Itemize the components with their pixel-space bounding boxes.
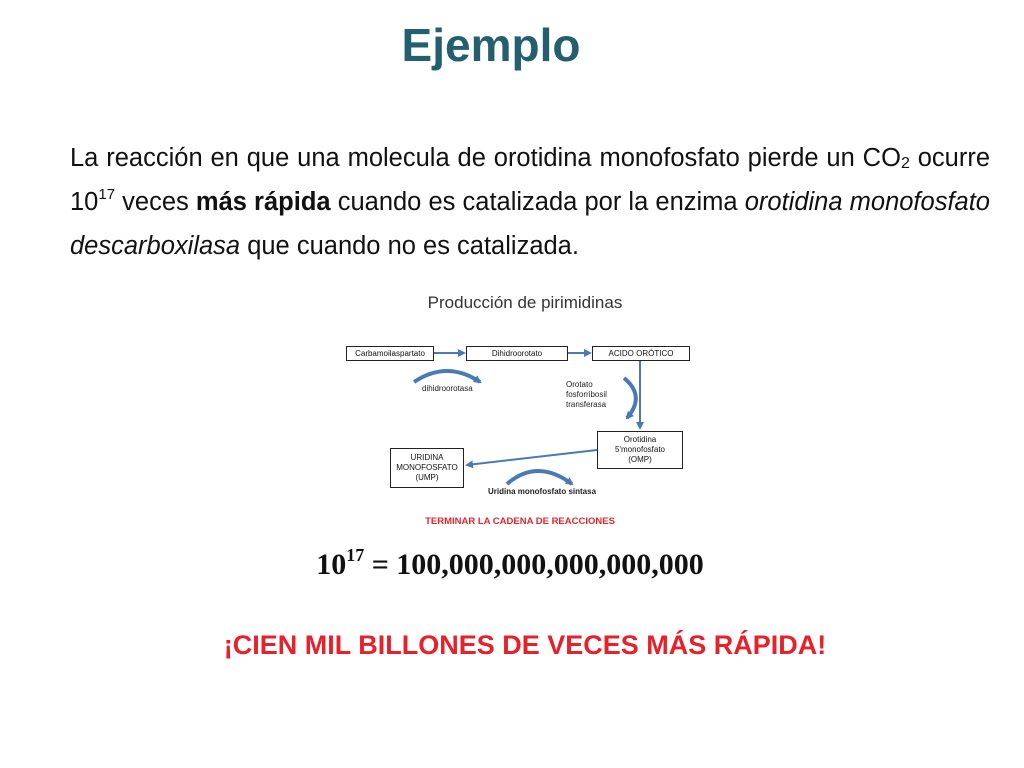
curve-orotato-transferasa [624,378,636,418]
para-text-1: La reacción en que una molecula de orotidina monofosfato pierde un CO [70,144,901,172]
slide-title: Ejemplo [401,19,581,71]
para-text-3: veces [115,188,196,216]
box-uridina-monofosfato [390,448,464,488]
box-dihidroorotato: Dihidroorotato [466,346,568,361]
equation [230,545,790,582]
equation-base: 10 [316,548,347,581]
para-text-4: cuando es catalizada por la enzima [330,188,745,216]
ump-line-1: URIDINA [410,453,444,462]
arrow-omp-to-ump [467,450,597,465]
diagram-title: Producción de pirimidinas [427,293,623,312]
para-bold: más rápida [195,188,331,216]
para-text-2: ocurre 10 [70,144,991,216]
omp-line-1: Orotidina [623,435,657,444]
pyrimidine-diagram [330,338,710,538]
ump-line-2: MONOFOSFATO [396,463,458,472]
box-orotidina [597,431,683,469]
omp-line-3: (OMP) [628,455,652,464]
box-acido-orotico: ACIDO ORÓTICO [592,346,690,361]
para-text-5: que cuando no es catalizada. [240,232,579,260]
equation-exponent: 17 [346,545,365,565]
orotato-line-2: fosforribosil [566,390,607,399]
terminar-label: TERMINAR LA CADENA DE REACCIONES [425,516,615,527]
ump-line-3: (UMP) [415,473,439,482]
box-carbamoilaspartato: Carbamoilaspartato [346,346,434,361]
exclamation-text: ¡CIEN MIL BILLONES DE VECES MÁS RÁPIDA! [223,630,827,660]
curve-dihidroorotasa [414,371,480,382]
enzyme-dihidroorotasa: dihidroorotasa [422,384,473,393]
body-paragraph [70,138,990,267]
para-italic-enzyme: orotidina monofosfato descarboxilasa [70,188,990,260]
equation-value: = 100,000,000,000,000,000 [364,548,704,581]
curve-uridina-sintasa [507,471,572,484]
exponent: 17 [98,186,116,203]
orotato-line-1: Orotato [566,380,593,389]
enzyme-uridina-sintasa: Uridina monofosfato sintasa [488,487,597,496]
orotato-line-3: transferasa [566,400,607,409]
omp-line-2: 5'monofosfato [614,445,665,454]
enzyme-orotato-transferasa [566,380,607,410]
co2-subscript: 2 [900,155,910,172]
